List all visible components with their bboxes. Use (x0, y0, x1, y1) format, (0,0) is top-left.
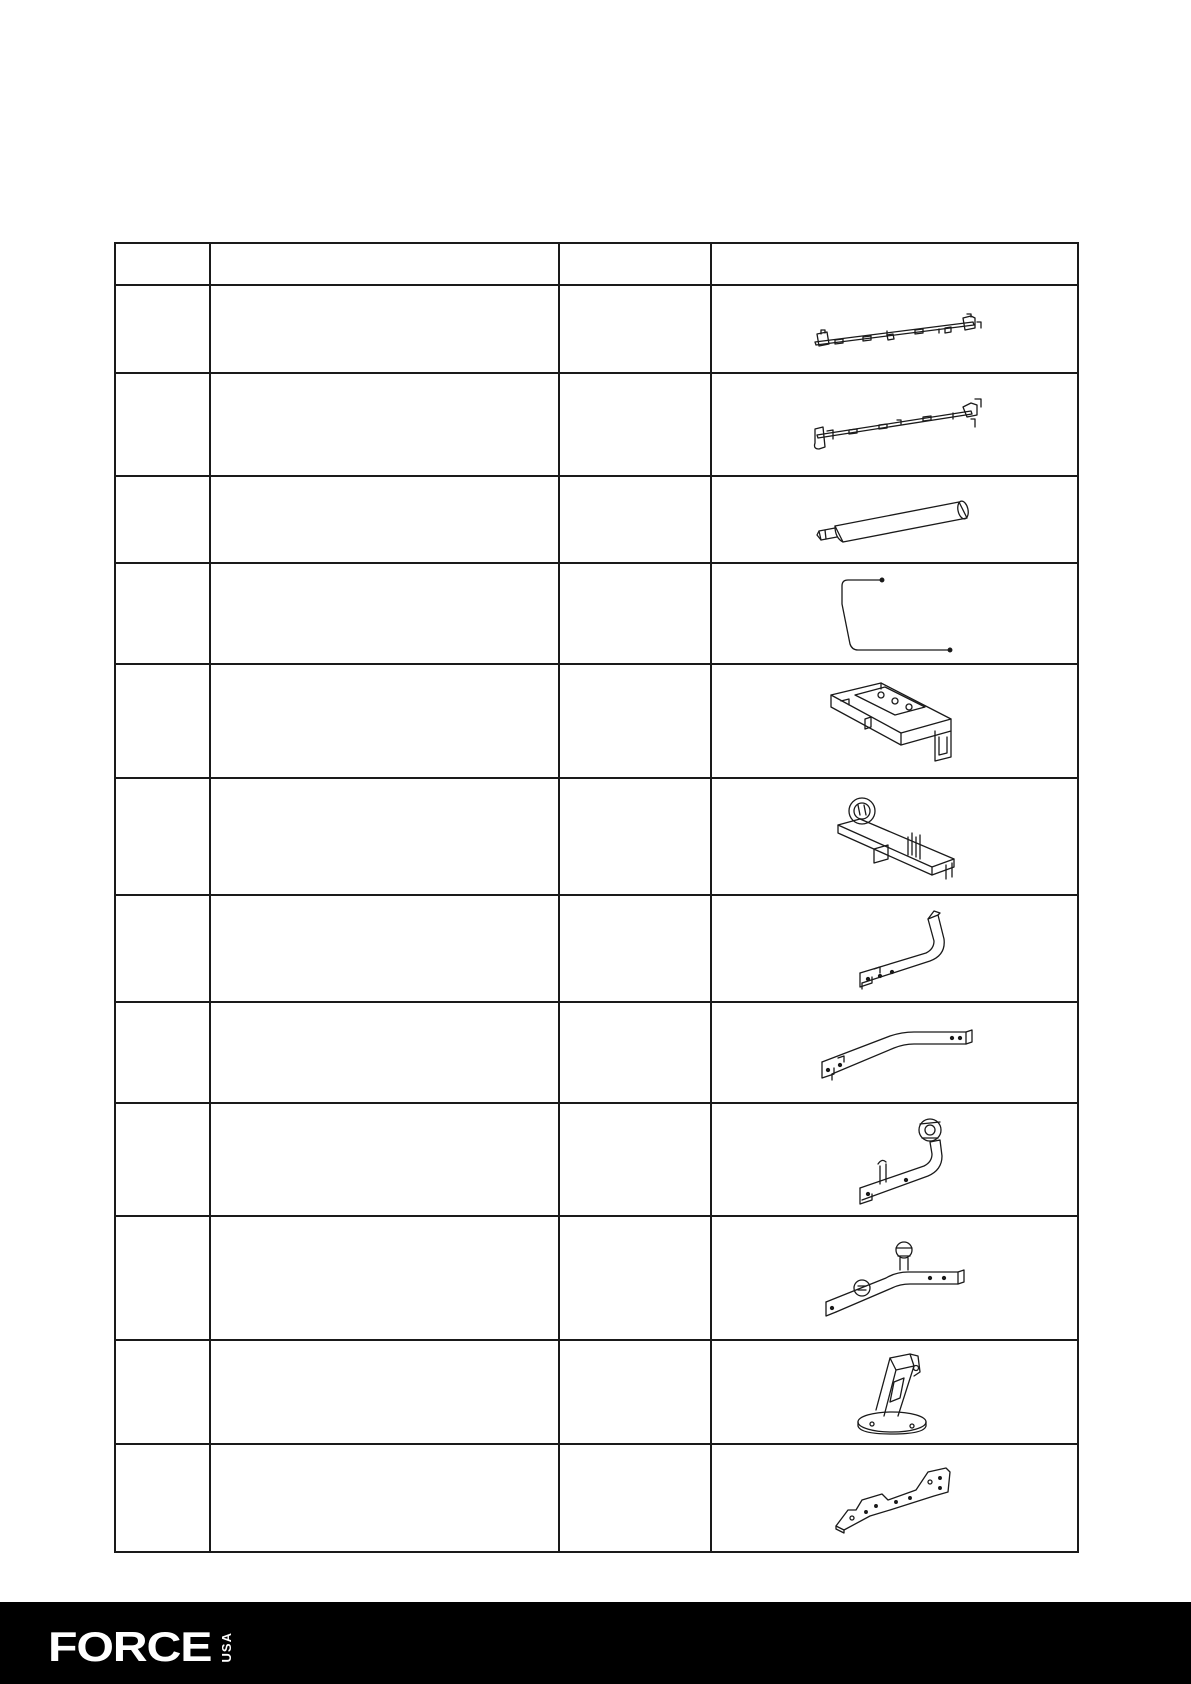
header-no (115, 243, 210, 285)
part-qty (559, 476, 711, 563)
table-row (115, 285, 1078, 373)
part-description (210, 563, 559, 664)
table-row (115, 1444, 1078, 1552)
part-description (210, 895, 559, 1002)
part-description (210, 664, 559, 778)
part-description (210, 373, 559, 476)
frame-with-pulley-drawing (830, 789, 960, 885)
part-description (210, 285, 559, 373)
frame-rail-upper-drawing (805, 304, 985, 354)
table-row (115, 1340, 1078, 1444)
parts-table (114, 242, 1079, 1553)
table-row (115, 563, 1078, 664)
bent-arm-drawing (830, 901, 960, 997)
table-row (115, 476, 1078, 563)
part-description (210, 778, 559, 895)
part-description (210, 1002, 559, 1103)
part-description (210, 1340, 559, 1444)
part-number (115, 285, 210, 373)
curved-beam-drawing (810, 1018, 980, 1088)
part-image-cell (711, 1103, 1078, 1216)
part-number (115, 1103, 210, 1216)
brand-logo-text: FORCE (48, 1623, 212, 1670)
part-number (115, 1340, 210, 1444)
part-image-cell (711, 285, 1078, 373)
cable-drawing (830, 574, 960, 654)
part-qty (559, 1002, 711, 1103)
header-description (210, 243, 559, 285)
table-row (115, 664, 1078, 778)
part-image-cell (711, 476, 1078, 563)
part-qty (559, 1103, 711, 1216)
table-row (115, 1216, 1078, 1340)
part-image-cell (711, 563, 1078, 664)
part-number (115, 1216, 210, 1340)
pivot-bracket-drawing (840, 1346, 950, 1438)
part-description (210, 1444, 559, 1552)
part-image-cell (711, 778, 1078, 895)
frame-rail-lower-drawing (805, 393, 985, 457)
bent-arm-with-pulley-drawing (830, 1108, 960, 1212)
part-number (115, 895, 210, 1002)
table-row (115, 373, 1078, 476)
part-description (210, 476, 559, 563)
part-number (115, 476, 210, 563)
part-image-cell (711, 664, 1078, 778)
part-qty (559, 1216, 711, 1340)
footer-bar (0, 1602, 1191, 1684)
mounting-plate-drawing (830, 1460, 960, 1536)
part-image-cell (711, 1340, 1078, 1444)
brand-logo (48, 1623, 234, 1670)
part-number (115, 1002, 210, 1103)
part-description (210, 1216, 559, 1340)
table-row (115, 895, 1078, 1002)
part-number (115, 664, 210, 778)
roller-tube-drawing (805, 490, 985, 550)
base-frame-drawing (825, 675, 965, 767)
part-qty (559, 778, 711, 895)
part-description (210, 1103, 559, 1216)
part-image-cell (711, 373, 1078, 476)
part-image-cell (711, 1444, 1078, 1552)
part-qty (559, 373, 711, 476)
part-image-cell (711, 895, 1078, 1002)
part-number (115, 373, 210, 476)
y-frame-with-pulleys-drawing (820, 1230, 970, 1326)
table-row (115, 1103, 1078, 1216)
table-row (115, 1002, 1078, 1103)
table-header-row (115, 243, 1078, 285)
brand-logo-sub: USA (219, 1631, 234, 1663)
part-number (115, 778, 210, 895)
header-qty (559, 243, 711, 285)
part-qty (559, 285, 711, 373)
part-qty (559, 1340, 711, 1444)
table-row (115, 778, 1078, 895)
part-number (115, 1444, 210, 1552)
part-number (115, 563, 210, 664)
part-qty (559, 1444, 711, 1552)
part-image-cell (711, 1216, 1078, 1340)
part-image-cell (711, 1002, 1078, 1103)
header-image (711, 243, 1078, 285)
part-qty (559, 895, 711, 1002)
part-qty (559, 563, 711, 664)
part-qty (559, 664, 711, 778)
